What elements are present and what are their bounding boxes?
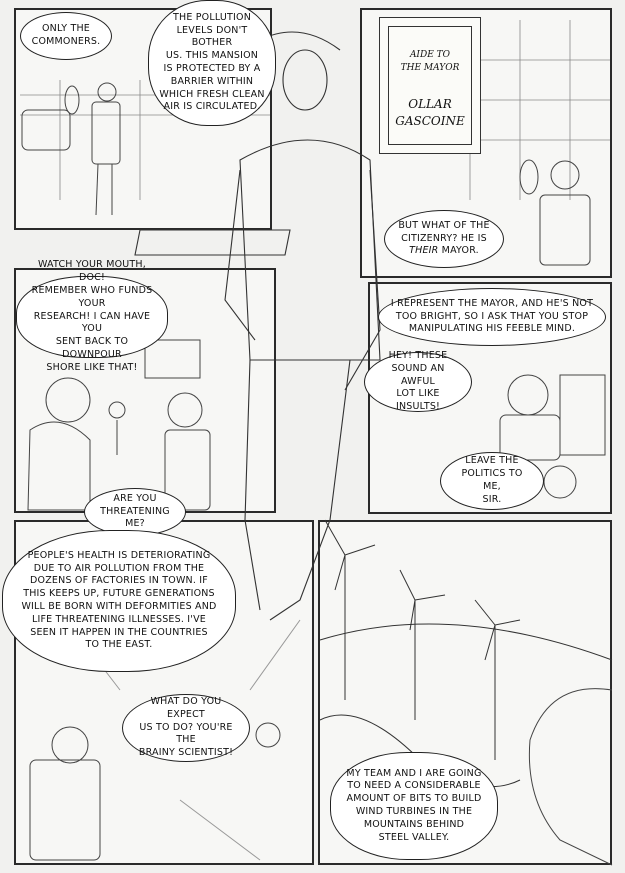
speech-bubble-6	[364, 349, 472, 413]
doctor-figure-top-left	[22, 83, 120, 215]
doctor-figure-top-right	[520, 160, 590, 265]
scientist-profile-right	[529, 689, 612, 865]
speech-bubble-5	[378, 288, 606, 346]
bubble-text-3: BUT WHAT OF THE CITIZENRY? HE IS THEIR MAYOR.	[398, 219, 490, 257]
bubble-text-1: ONLY THE COMMONERS.	[31, 23, 101, 47]
bubble-text-11: MY TEAM AND I ARE GOING TO NEED A CONSIDERABLE AMOUNT OF BITS TO BUILD WIND TURBINES IN THE MOUNTAINS BEHIND STEEL VALLEY.	[346, 767, 482, 843]
central-aide-figure	[135, 32, 380, 620]
bubble-text-8: ARE YOU THREATENING ME?	[100, 492, 170, 530]
aide-plaque	[379, 17, 481, 154]
speech-bubble-10	[122, 694, 250, 762]
speech-bubble-11	[330, 752, 498, 860]
bubble-text-2: THE POLLUTION LEVELS DON'T BOTHER US. THIS MANSION IS PROTECTED BY A BARRIER WITHIN WHICH FRESH CLEAN AIR IS CIRCULATED.	[159, 11, 265, 113]
speech-bubble-2	[148, 0, 276, 126]
speech-bubble-3	[384, 210, 504, 268]
bubble-text-5: I REPRESENT THE MAYOR, AND HE'S NOT TOO BRIGHT, SO I ASK THAT YOU STOP MANIPULATING HIS FEEBLE MIND.	[390, 297, 594, 335]
speech-bubble-9	[2, 530, 236, 672]
speech-bubble-7	[440, 452, 544, 510]
bubble-text-9: PEOPLE'S HEALTH IS DETERIORATING DUE TO AIR POLLUTION FROM THE DOZENS OF FACTORIES IN TOWN. IF THIS KEEPS UP, FUTURE GENERATIONS WILL BE BORN WITH DEFORMITIES AND LIFE THREATENING ILLNESSES. I'VE SEEN IT HAPPEN IN THE COUNTRIES TO THE EAST.	[21, 549, 217, 651]
wind-turbines	[320, 520, 612, 787]
bubble-text-4: WATCH YOUR MOUTH, DOC! REMEMBER WHO FUNDS YOUR RESEARCH! I CAN HAVE YOU SENT BACK TO DOWNPOUR SHORE LIKE THAT!	[31, 259, 153, 373]
plaque-name: OLLAR GASCOINE	[395, 97, 465, 128]
plaque-subtitle: AIDE TO THE MAYOR	[400, 50, 460, 73]
bubble-text-7: LEAVE THE POLITICS TO ME, SIR.	[461, 455, 523, 505]
bubble-text-10: WHAT DO YOU EXPECT US TO DO? YOU'RE THE BRAINY SCIENTIST!	[138, 695, 234, 759]
speech-bubble-4	[16, 259, 168, 373]
window-grid-right	[470, 20, 610, 200]
speech-bubble-1	[20, 12, 112, 60]
bubble-text-6: HEY! THESE SOUND AN AWFUL LOT LIKE INSULTS!	[388, 349, 448, 413]
speech-bubble-8	[84, 488, 186, 536]
